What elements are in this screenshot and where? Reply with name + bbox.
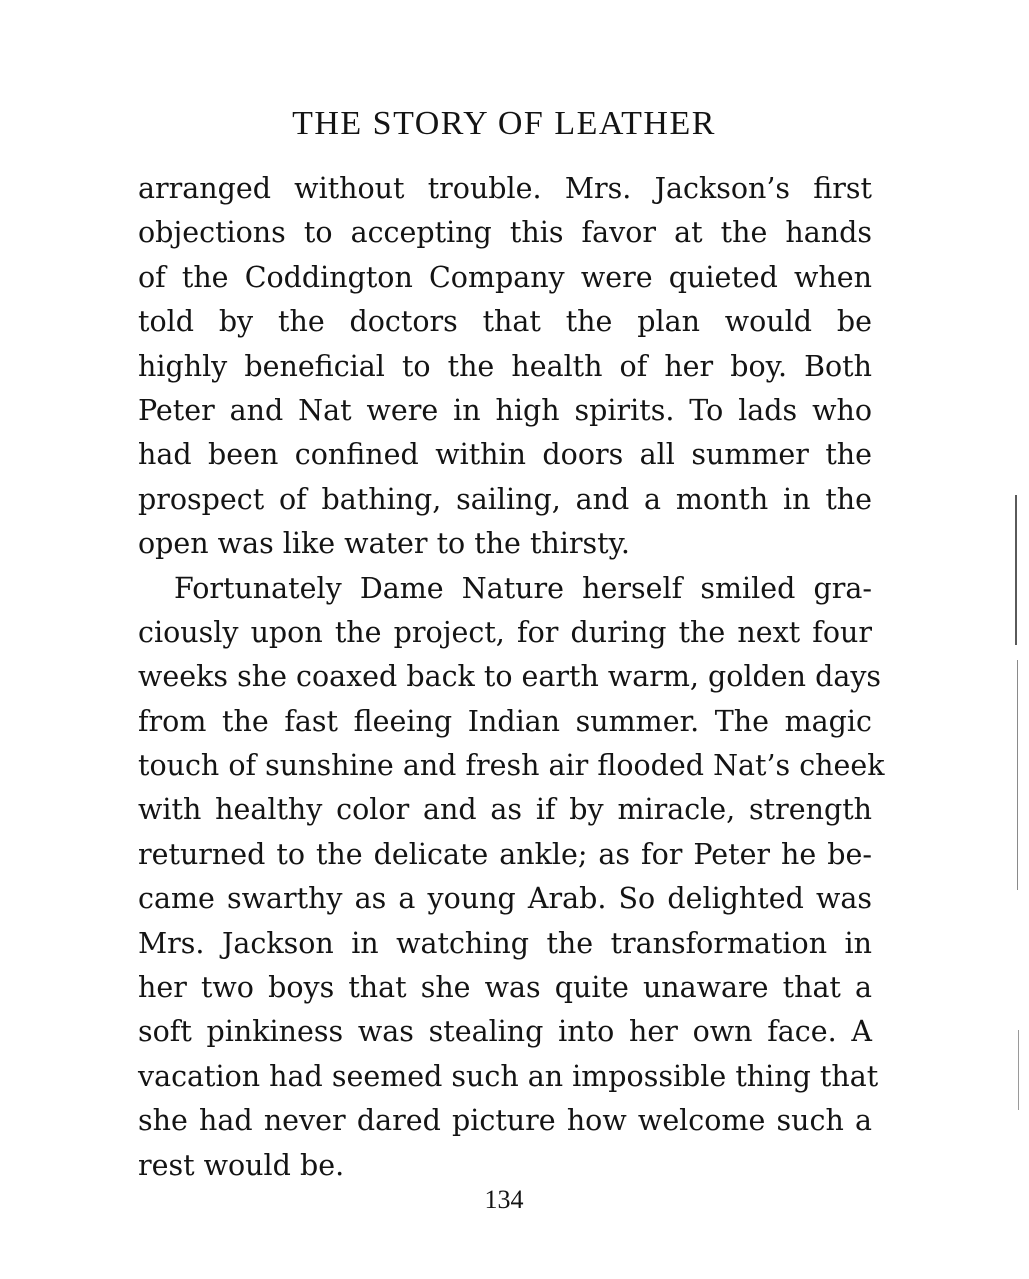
paragraph-1 [138, 167, 872, 567]
scan-edge-mark [1017, 660, 1018, 890]
running-head: THE STORY OF LEATHER [292, 105, 716, 142]
text-line: told by the doctors that the plan would be [138, 305, 872, 339]
text-line: ciously upon the project, for during the next four [138, 615, 872, 649]
page-number: 134 [484, 1185, 524, 1214]
text-line: soft pinkiness was stealing into her own face. A [138, 1015, 872, 1049]
paragraph-2 [138, 567, 885, 1188]
text-line: she had never dared picture how welcome such a [138, 1104, 872, 1138]
text-line: arranged without trouble. Mrs. Jackson’s first [138, 172, 872, 205]
scan-edge-mark [1018, 1030, 1019, 1110]
text-line: from the fast fleeing Indian summer. The magic [138, 704, 872, 738]
text-line: Mrs. Jackson in watching the transformation in [138, 926, 872, 960]
text-line: her two boys that she was quite unaware that a [138, 971, 872, 1005]
text-line: Peter and Nat were in high spirits. To lads who [138, 393, 872, 427]
text-line: vacation had seemed such an impossible thing that [138, 1059, 879, 1093]
text-line: of the Coddington Company were quieted when [138, 260, 872, 294]
text-line: highly beneficial to the health of her boy. Both [138, 349, 872, 383]
text-line: Fortunately Dame Nature herself smiled gra- [174, 571, 872, 605]
text-line: prospect of bathing, sailing, and a month in the [138, 482, 872, 516]
scan-edge-mark [1015, 495, 1017, 645]
text-line: weeks she coaxed back to earth warm, golden days [138, 660, 882, 694]
text-line: had been confined within doors all summer the [138, 438, 872, 472]
text-line: with healthy color and as if by miracle, strength [138, 793, 872, 827]
text-line: rest would be. [138, 1148, 345, 1182]
text-line: came swarthy as a young Arab. So delighted was [138, 882, 872, 916]
text-line: open was like water to the thirsty. [138, 527, 630, 561]
body-text [138, 167, 885, 1188]
text-line: touch of sunshine and fresh air flooded Nat’s cheek [138, 749, 885, 783]
text-line: objections to accepting this favor at the hands [138, 216, 872, 250]
text-line: returned to the delicate ankle; as for Peter he be- [138, 837, 872, 871]
